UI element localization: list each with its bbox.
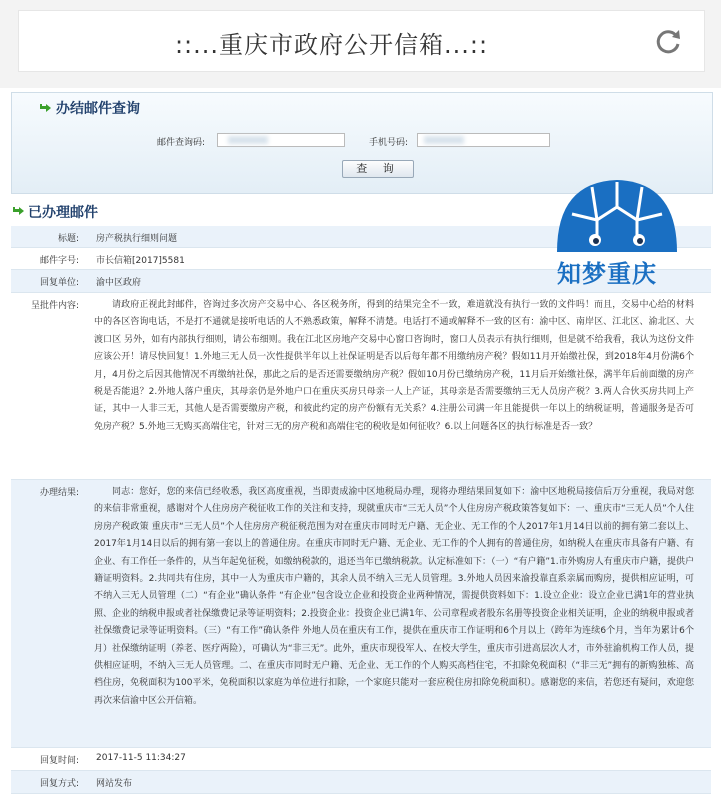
phone-input[interactable]: [417, 133, 550, 147]
time-value: 2017-11-5 11:34:27: [96, 753, 186, 763]
number-value: 市长信箱[2017]5581: [96, 256, 185, 266]
unit-label: 回复单位:: [39, 278, 79, 288]
time-label: 回复时间:: [39, 756, 79, 766]
number-label: 邮件字号:: [39, 256, 79, 266]
mail-code-label: 邮件查询码:: [157, 138, 206, 148]
page-title-box: [18, 10, 705, 72]
page-title: ::...重庆市政府公开信箱...::: [174, 31, 489, 59]
blurred-phone-value: [424, 136, 464, 144]
content-row: [11, 293, 711, 480]
method-value: 网站发布: [96, 779, 133, 789]
blurred-code-value: [228, 136, 268, 144]
done-section-title: 已办理邮件: [28, 205, 98, 221]
mail-detail-table: [11, 226, 711, 800]
content-label: 呈批件内容:: [30, 301, 79, 311]
green-arrow-icon: [38, 103, 52, 115]
watermark-text: 知梦重庆: [557, 260, 657, 288]
method-label: 回复方式:: [39, 779, 79, 789]
phone-label: 手机号码:: [369, 138, 409, 148]
title-label: 标题:: [57, 234, 79, 244]
query-section-title: 办结邮件查询: [56, 101, 140, 117]
unit-value: 渝中区政府: [96, 278, 142, 288]
result-label: 办理结果:: [39, 488, 79, 498]
result-row: [11, 480, 711, 748]
method-row: [11, 771, 711, 794]
content-value: 请政府正视此封邮件，咨询过多次房产交易中心、各区税务所，得到的结果完全不一致，难道就没有执行一致的文件吗！而且，交易中心给的材料中的各区咨询电话，不是打不通就是接听电话的人不熟悉政策，解释不清楚。电话打不通或解释不一致的区有：渝中区、南岸区、江北区、渝北区、大渡口区 另外，如有内部执行细则，请公布细则。我在江北区房地产交易中心窗口咨询时，窗口人员表示有执行细则，但是就不给我看，我认为这份文件应该公开！请尽快回复！1.外地三无人员一次性提供半年以上社保证明是否以后每年都不用缴纳房产税？假如11月开始缴社保，到2018年4月份满6个月，4月份之后因其他情况不再缴纳社保，那此之后的是否还需要缴纳房产税？假如10月份已缴纳房产税，11月后开始缴社保，满半年后前面缴的房产税是否能退？2.外地人落户重庆，其母亲仍是外地户口在重庆买房只母亲一人上产证，其母亲是否需要缴纳三无人员房产税？3.两人合伙买房共同上产证，其中一人非三无，其他人是否需要缴房产税，和彼此约定的房产份额有无关系？4.注册公司满一年且能提供一年以上的纳税证明，普通服务是否可免房产税？5.外地三无购买高端住宅，针对三无的房产税和高端住宅的税收是如何征收？6.以上问题各区的执行标准是否一致？: [94, 300, 694, 432]
refresh-icon[interactable]: [652, 25, 684, 57]
title-value: 房产税执行细则问题: [96, 234, 178, 244]
result-value: 同志：您好，您的来信已经收悉，我区高度重视，当即责成渝中区地税局办理，现将办理结果回复如下：渝中区地税局接信后万分重视，我局对您的来信非常重视，感谢对个人住房房产税征收工作的关注和支持，现就重庆市“三无人员”个人住房房产税政策答复如下：一、重庆市“三无人员”个人住房房产税政策 重庆市“三无人员”个人住房房产税征税范围为对在重庆市同时无户籍、无企业、无工作的个人2017年1月14日以前的拥有第二套以上、2017年1月14日以后的拥有第一套以上的普通住房。在重庆市同时无户籍、无企业、无工作的个人拥有的普通住房，如纳税人在重庆市具备有户籍、有企业、有工作任一条件的，从当年起免征税，如缴纳税款的，退还当年已缴纳税款。认定标准如下：（一）“有户籍”1.市外购房人有重庆市户籍，提供户籍证明资料。2.共同共有住房，其中一人为重庆市户籍的，其余人员不纳入三无人员管理。3.外地人员因来渝投靠直系亲属而购房，提供相应证明，可不纳入三无人员管理（二）“有企业”确认条件 “有企业”包含设立企业和投资企业两种情况，需提供资料如下：1.设立企业：设立企业已满1年的营业执照、企业的纳税申报或者社保缴费记录等证明资料；2.投资企业：投资企业已满1年、公司章程或者股东名册等投资企业相关证明，企业的纳税申报或者社保缴费记录等证明资料。（三）“有工作”确认条件 外地人员在重庆有工作，提供在重庆市工作证明和6个月以上（跨年为连续6个月，当年为累计6个月）社保缴纳证明（养老、医疗两险），可确认为“非三无”。此外，重庆市现役军人、在校大学生，重庆市引进高层次人才，市外驻渝机构工作人员，提供相应证明，不纳入三无人员管理。二、在重庆市同时无户籍、无企业、无工作的个人购买高档住宅，不扣除免税面积（“非三无”拥有的新购独栋、高档住房，免税面积为100平米，免税面积以家庭为单位进行扣除，一个家庭只能对一套应税住房扣除免税面积）。感谢您的来信，若您还有疑问，欢迎您再次来信渝中区公开信箱。: [94, 487, 694, 706]
time-row: [11, 748, 711, 771]
green-arrow-icon: [11, 206, 25, 218]
search-button[interactable]: 查 询: [342, 160, 414, 178]
browser-top-bar: [0, 0, 721, 88]
mail-code-input[interactable]: [217, 133, 345, 147]
